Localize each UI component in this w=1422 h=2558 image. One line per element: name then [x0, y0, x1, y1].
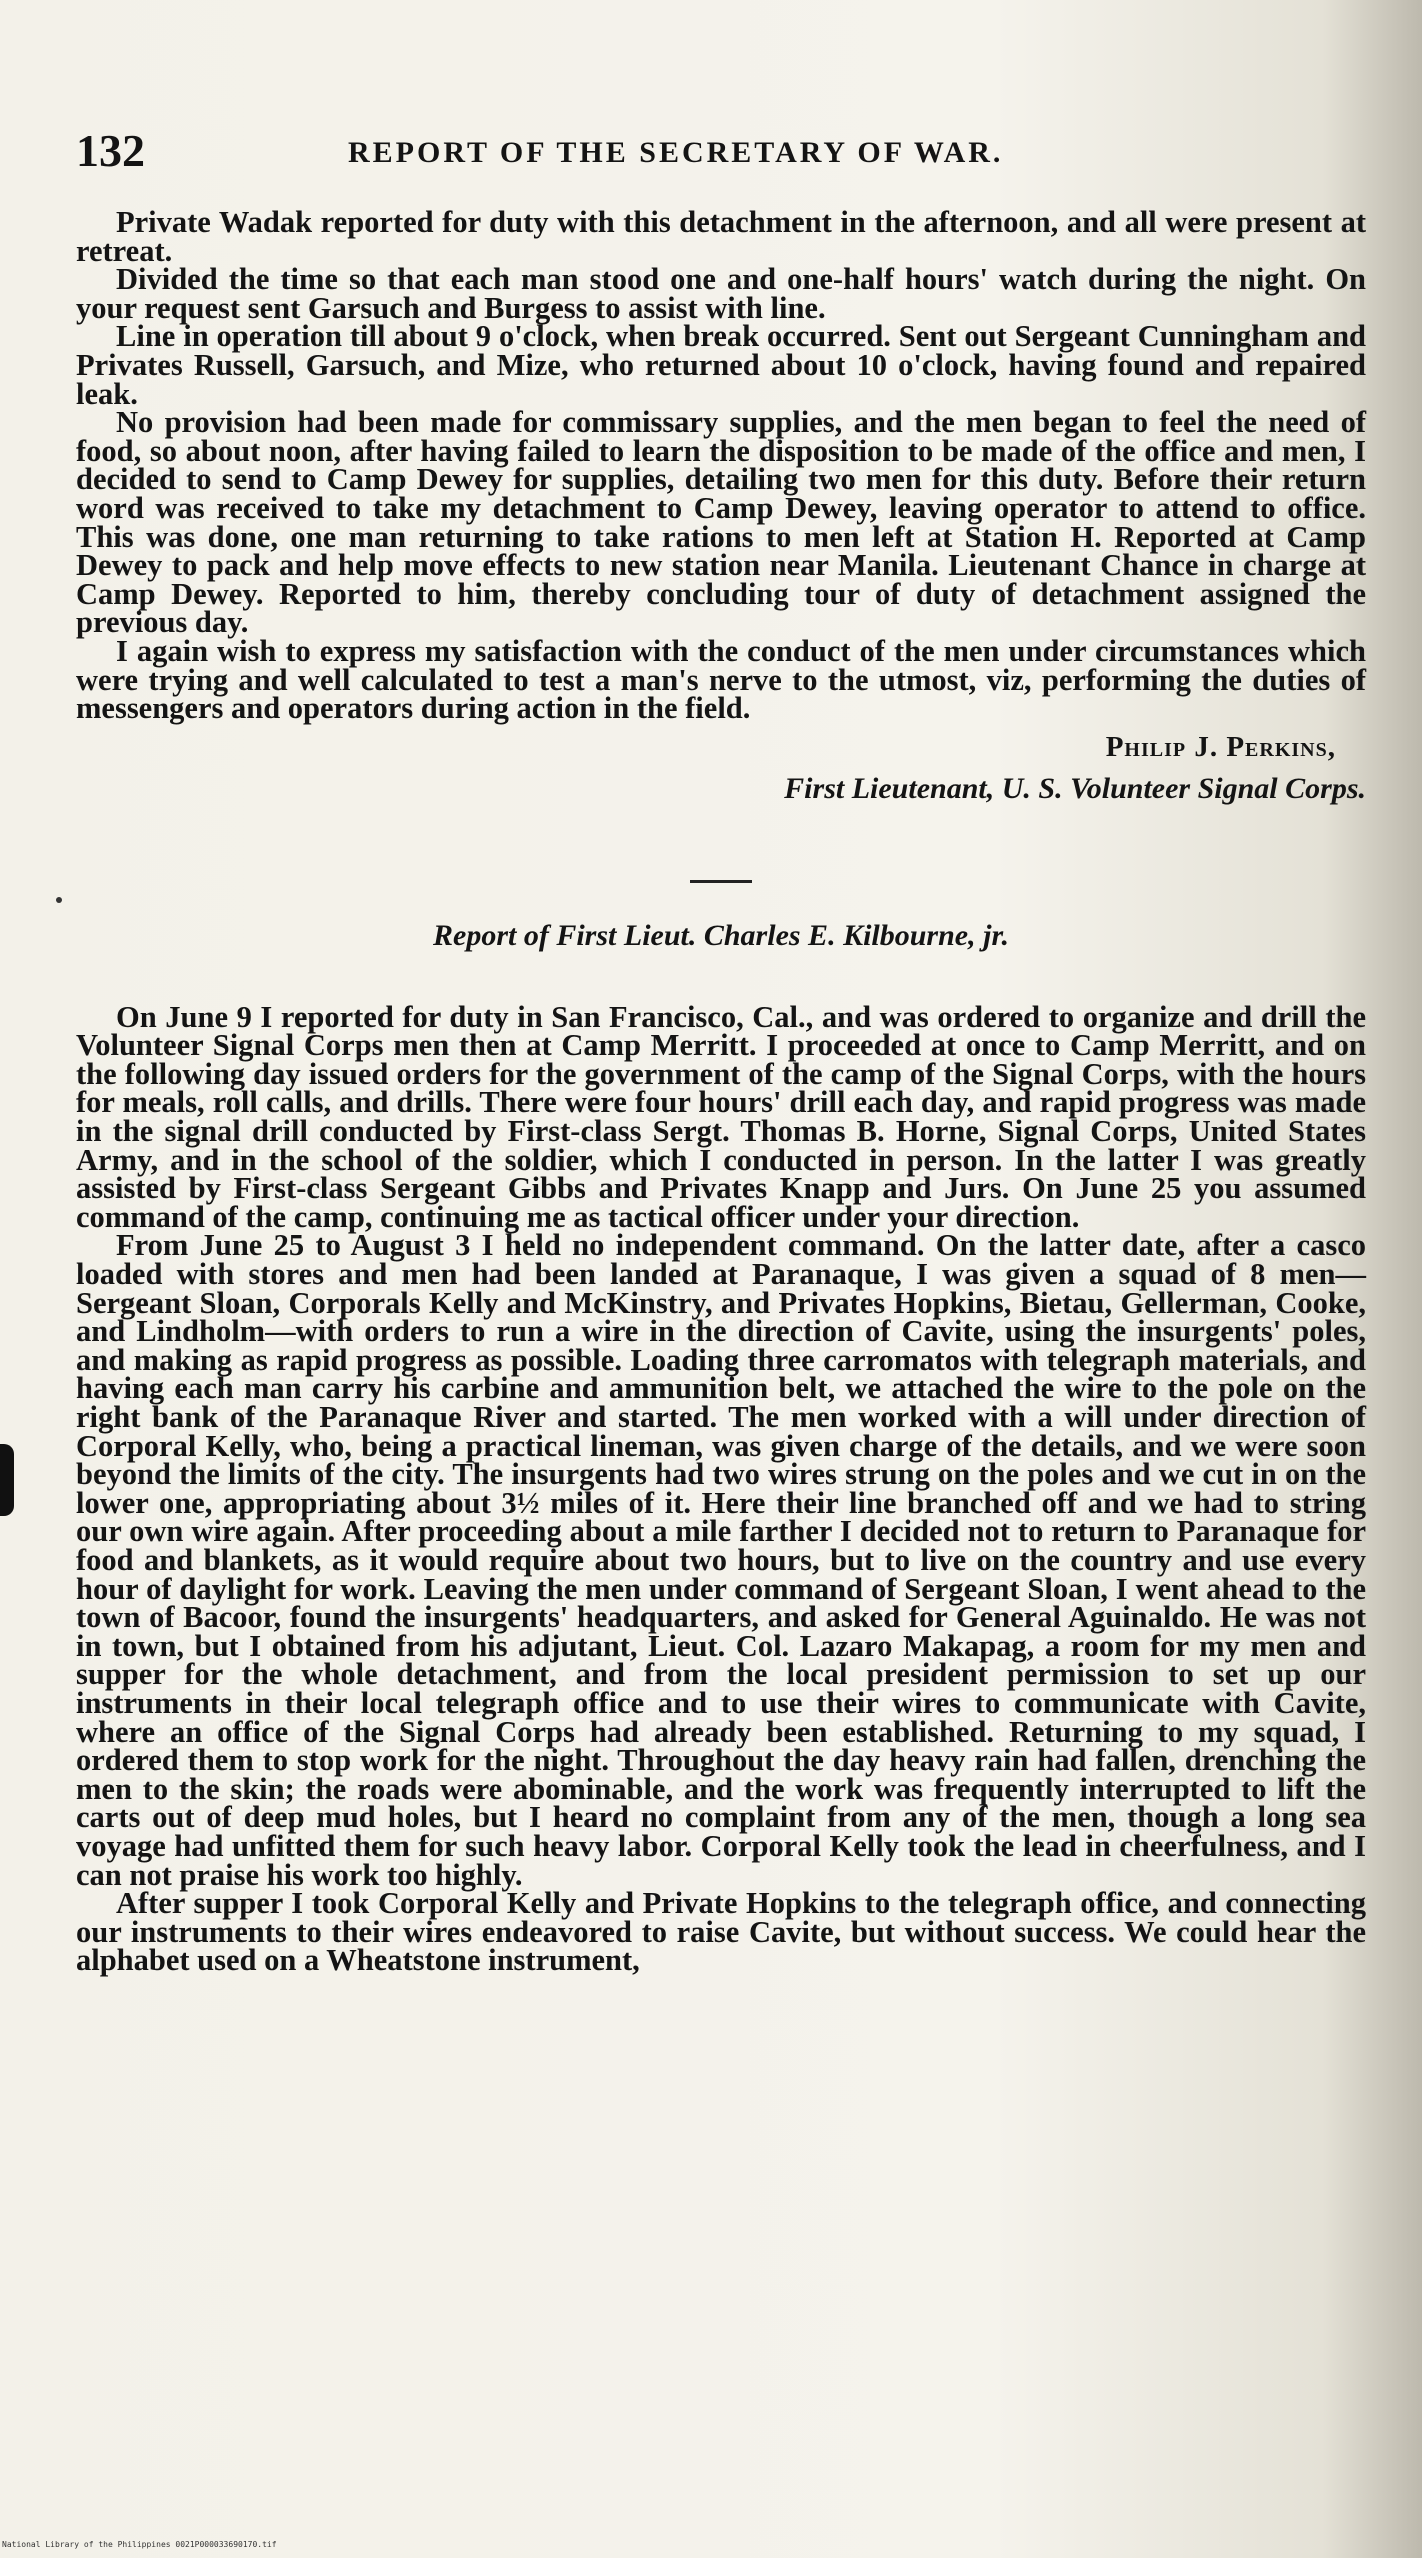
scan-footer: National Library of the Philippines 0021P000033690170.tif: [2, 2540, 277, 2549]
paragraph: I again wish to express my satisfaction with the conduct of the men under circumstances which were trying and well calculated to test a man's nerve to the utmost, viz, performing the duties of messengers and operators during action in the field.: [76, 633, 1366, 726]
ink-speck: [56, 897, 62, 903]
paragraph: After supper I took Corporal Kelly and Private Hopkins to the telegraph office, and connecting our instruments to their wires endeavored to raise Cavite, but without success. We could hear the alphabet used on a Wheatstone instrument,: [76, 1886, 1366, 1978]
paragraph: Private Wadak reported for duty with this detachment in the afternoon, and all were present at retreat.: [76, 205, 1366, 268]
paragraph: From June 25 to August 3 I held no independent command. On the latter date, after a casco loaded with stores and men had been landed at Paranaque, I was given a squad of 8 men—Sergeant Sloan, Corporals Kelly and McKinstry, and Privates Hopkins, Bietau, Gellerman, Cooke, and Lindholm—with orders to run a wire in the direction of Cavite, using the insurgents' poles, and making as rapid progress as possible. Loading three carromatos with telegraph materials, and having each man carry his carbine and ammunition belt, we attached the wire to the pole on the right bank of the Paranaque River and started. The men worked with a will under direction of Corporal Kelly, who, being a practical lineman, was given charge of the details, and we were soon beyond the limits of the city. The insurgents had two wires strung on the poles and we cut in on the lower one, appropriating about 3½ miles of it. Here their line branched off and we had to string our own wire again. After proceeding about a mile farther I decided not to return to Paranaque for food and blankets, as it would require about two hours, but to live on the country and use every hour of daylight for work. Leaving the men under command of Sergeant Sloan, I went ahead to the town of Bacoor, found the insurgents' headquarters, and asked for General Aguinaldo. He was not in town, but I obtained from his adjutant, Lieut. Col. Lazaro Makapag, a room for my men and supper for the whole detachment, and from the local president permission to set up our instruments in their local telegraph office and to use their wires to communicate with Cavite, where an office of the Signal Corps had already been established. Returning to my squad, I ordered them to stop work for the night. Throughout the day heavy rain had fallen, drenching the men to the skin; the roads were abominable, and the work was frequently interrupted to lift the carts out of deep mud holes, but I heard no complaint from any of the men, though a long sea voyage had unfitted them for such heavy labor. Corporal Kelly took the lead in cheerfulness, and I can not praise his work too highly.: [76, 1228, 1366, 1892]
page-header: [76, 124, 1366, 184]
paragraph: Divided the time so that each man stood one and one-half hours' watch during the night. On your request sent Garsuch and Burgess to assist with line.: [76, 262, 1366, 325]
paragraph: On June 9 I reported for duty in San Francisco, Cal., and was ordered to organize and drill the Volunteer Signal Corps men then at Camp Merritt. I proceeded at once to Camp Merritt, and on the following day issued orders for the government of the camp of the Signal Corps, with the hours for meals, roll calls, and drills. There were four hours' drill each day, and rapid progress was made in the signal drill conducted by First-class Sergt. Thomas B. Horne, Signal Corps, United States Army, and in the school of the soldier, which I conducted in person. In the latter I was greatly assisted by First-class Sergeant Gibbs and Privates Knapp and Jurs. On June 25 you assumed command of the camp, continuing me as tactical officer under your direction.: [76, 999, 1366, 1234]
running-head: REPORT OF THE SECRETARY OF WAR.: [348, 136, 1004, 169]
page-number: 132: [76, 125, 145, 176]
section-divider: [690, 880, 752, 883]
report-perkins: [76, 205, 1366, 806]
page-body: [76, 205, 1366, 1978]
report-heading: Report of First Lieut. Charles E. Kilbourne, jr.: [433, 918, 1009, 952]
paragraph: No provision had been made for commissary supplies, and the men began to feel the need of food, so about noon, after having failed to learn the disposition to be made of the office and men, I decided to send to Camp Dewey for supplies, detailing two men for this duty. Before their return word was received to take my detachment to Camp Dewey, leaving operator to attend to office. This was done, one man returning to take rations to men left at Station H. Reported at Camp Dewey to pack and help move effects to new station near Manila. Lieutenant Chance in charge at Camp Dewey. Reported to him, thereby concluding tour of duty of detachment assigned the previous day.: [76, 405, 1366, 640]
paragraph: Line in operation till about 9 o'clock, when break occurred. Sent out Sergeant Cunningham and Privates Russell, Garsuch, and Mize, who returned about 10 o'clock, having found and repaired leak.: [76, 319, 1366, 411]
signature-title: First Lieutenant, U. S. Volunteer Signal Corps.: [784, 771, 1366, 805]
margin-ink-blot: [0, 1444, 14, 1516]
report-kilbourne: [76, 918, 1366, 1978]
signature-name: Philip J. Perkins,: [1105, 730, 1336, 763]
